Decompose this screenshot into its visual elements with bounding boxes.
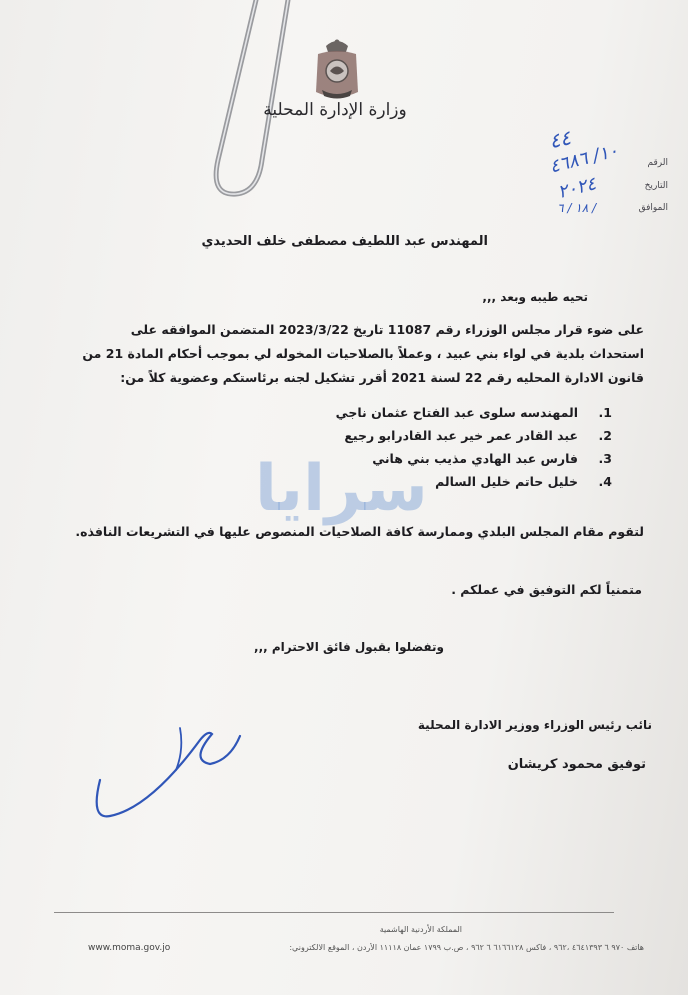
body-line: قانون الادارة المحليه رقم 22 لسنة 2021 أقرر تشكيل لجنه برئاستكم وعضوية كلاً من: (120, 370, 644, 385)
member-name: المهندسه سلوى عبد الفتاح عثمان ناجي (335, 405, 578, 420)
list-item (252, 405, 612, 428)
member-name: عبد القادر عمر خير عبد القادرابو رجيع (344, 428, 578, 443)
closing-regards: وتفضلوا بقبول فائق الاحترام ,,, (254, 640, 444, 654)
corresponding-date-label: الموافق (638, 203, 668, 213)
letter-body (44, 318, 644, 390)
member-name: فارس عبد الهادي مذيب بني هاني (372, 451, 578, 466)
handwritten-signature-icon (80, 720, 260, 830)
list-number: 4. (598, 474, 612, 489)
list-number: 2. (598, 428, 612, 443)
addressee: المهندس عبد اللطيف مصطفى خلف الحديدي (201, 234, 488, 249)
handwritten-reference-prefix: ٤٤ (546, 125, 573, 154)
ministry-name: وزارة الإدارة المحلية (263, 100, 407, 120)
footer-contact-info: هاتف ٩٧٠ ٦ ٤٦٤١٣٩٣ ،٩٦٢ ، فاكس ٦١٦٦١٢٨ ٦ ٩٦٢ ، ص.ب ١٧٩٩ عمان ١١١١٨ الأردن ، الموقع الالكتروني: (289, 943, 644, 952)
signatory-name: توفيق محمود كريشان (507, 757, 646, 772)
list-number: 1. (598, 405, 612, 420)
date-label: التاريخ (644, 181, 668, 191)
signatory-title: نائب رئيس الوزراء ووزير الادارة المحلية (417, 718, 652, 732)
handwritten-reference-number: ١٠/ ٤٦٨٦ (547, 140, 621, 178)
jordan-coat-of-arms-icon (312, 38, 362, 102)
handwritten-corresponding-date: ١٨ / ٦ / (557, 201, 596, 215)
footer-divider (54, 912, 614, 913)
greeting: تحيه طيبه وبعد ,,, (482, 290, 588, 304)
list-item (252, 428, 612, 451)
reference-number-label: الرقم (647, 158, 668, 168)
watermark-logo: سرايا (255, 452, 428, 526)
handwritten-date: ٢٠٢٤ (555, 173, 599, 204)
list-number: 3. (598, 451, 612, 466)
closing-wishes: متمنياً لكم التوفيق في عملكم . (451, 582, 642, 597)
body-line: على ضوء قرار مجلس الوزراء رقم 11087 تاريخ 2023/3/22 المتضمن الموافقه على (130, 322, 644, 337)
footer-website-link[interactable]: www.moma.gov.jo (88, 943, 171, 953)
committee-duties: لتقوم مقام المجلس البلدي وممارسة كافة الصلاحيات المنصوص عليها في التشريعات النافذه. (75, 524, 644, 539)
member-name: خليل حاتم خليل السالم (435, 474, 578, 489)
footer-organization: المملكة الأردنية الهاشمية (379, 925, 462, 934)
body-line: استحداث بلدية في لواء بني عبيد ، وعملاً بالصلاحيات المخوله لي بموجب أحكام المادة 21 من (82, 346, 644, 361)
